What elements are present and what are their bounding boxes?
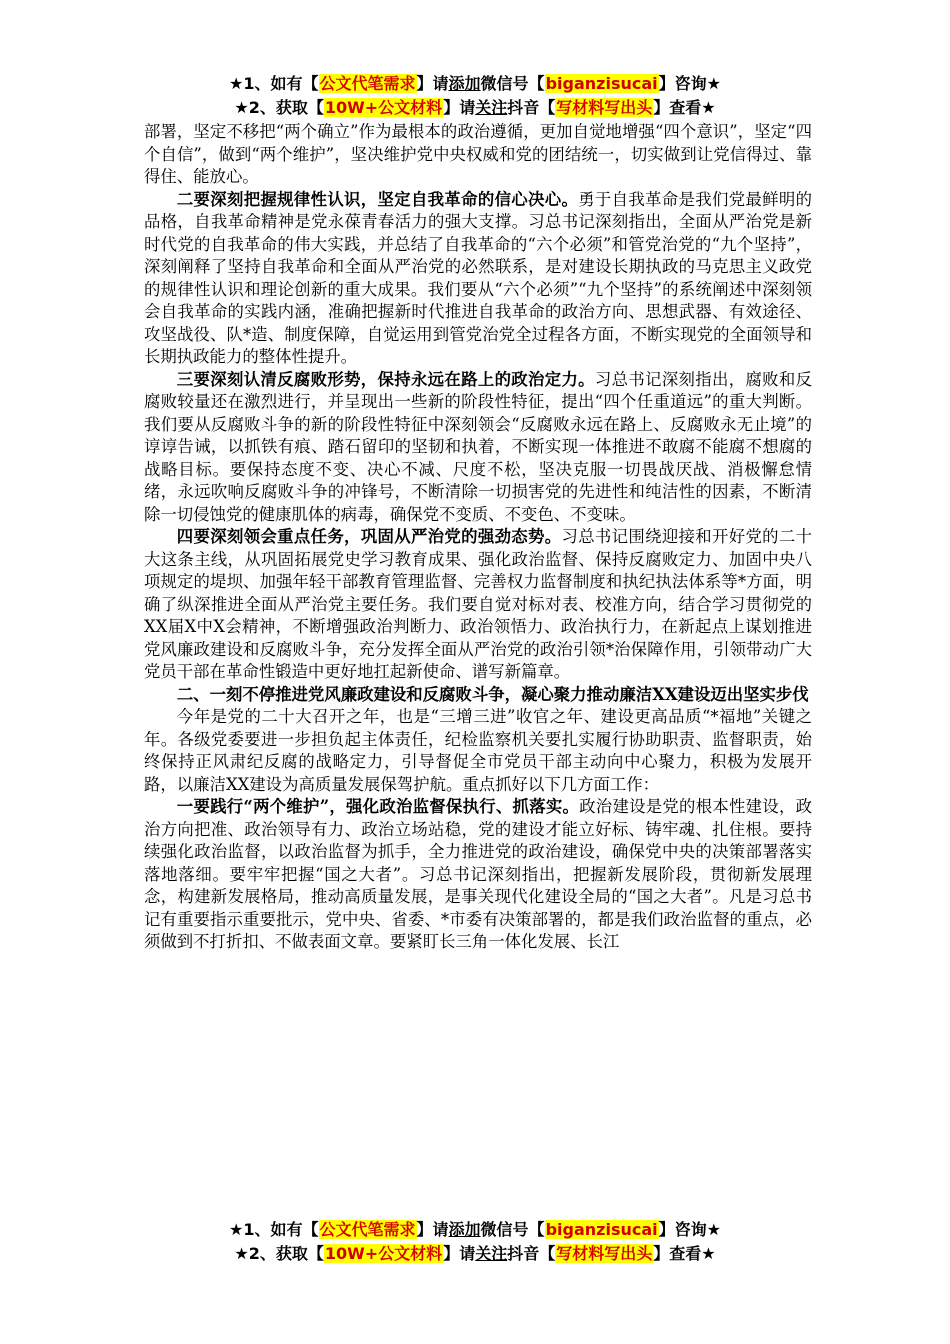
- banner-underline: 关注: [475, 1244, 508, 1263]
- section-heading-text: 二、一刻不停推进党风廉政建设和反腐败斗争，凝心聚力推动廉洁XX建设迈出坚实步伐: [176, 684, 809, 704]
- banner-text: 微信号【: [480, 1220, 545, 1239]
- paragraph-lead: 四要深刻领会重点任务，巩固从严治党的强劲态势。: [176, 527, 562, 546]
- banner-text: 】咨询★: [658, 1220, 721, 1239]
- banner-text: ★1、如有【: [229, 74, 319, 93]
- paragraph-fourth-point: [144, 526, 812, 684]
- paragraph-text: 习总书记深刻指出，腐败和反腐败较量还在激烈进行，并呈现出一些新的阶段性特征，提出“四个任重道远”的重大判断。我们要从反腐败斗争的新的阶段性特征中深刻领会“反腐败永远在路上、反腐败永无止境”的谆谆告诫，以抓铁有痕、踏石留印的坚韧和执着，不断实现一体推进不敢腐不能腐不想腐的战略目标。要保持态度不变、决心不减、尺度不松，坚决克服一切畏战厌战、消极懈怠情绪，永远吹响反腐败斗争的冲锋号，不断清除一切损害党的先进性和纯洁性的因素，不断清除一切侵蚀党的健康肌体的病毒，确保党不变质、不变色、不变味。: [144, 369, 813, 524]
- paragraph-intro: [144, 706, 812, 796]
- banner-line-2: [0, 1242, 950, 1266]
- banner-underline: 添加: [448, 1220, 481, 1239]
- banner-line-2: [0, 96, 950, 120]
- paragraph-lead: 三要深刻认清反腐败形势，保持永远在路上的政治定力。: [176, 369, 595, 389]
- paragraph-text: 政治建设是党的根本性建设，政治方向把准、政治领导有力、政治立场站稳，党的建设才能立好标、铸牢魂、扎住根。要持续强化政治监督，以政治监督为抓手，全力推进党的政治建设，确保党中央的决策部署落实落地落细。要牢牢把握“国之大者”。习总书记深刻指出，把握新发展阶段，贯彻新发展理念，构建新发展格局，推动高质量发展，是事关现代化建设全局的“国之大者”。凡是习总书记有重要指示重要批示，党中央、省委、*市委有决策部署的，都是我们政治监督的重点，必须做到不打折扣、不做表面文章。要紧盯长三角一体化发展、长江: [144, 797, 813, 951]
- banner-text: ★1、如有【: [229, 1220, 319, 1239]
- highlight-materials: 10W+公文材料: [324, 98, 443, 117]
- banner-text: 】咨询★: [658, 74, 721, 93]
- paragraph-continued: [144, 121, 812, 189]
- paragraph-lead: 二要深刻把握规律性认识，坚定自我革命的信心决心。: [176, 189, 579, 209]
- paragraph-text: 勇于自我革命是我们党最鲜明的品格，自我革命精神是党永葆青春活力的强大支撑。习总书记深刻指出，全面从严治党是新时代党的自我革命的伟大实践，并总结了自我革命的“六个必须”和管党治党的“九个坚持”，深刻阐释了坚持自我革命和全面从严治党的必然联系，是对建设长期执政的马克思主义政党的规律性认识和理论创新的重大成果。我们要从“六个必须”“九个坚持”的系统阐述中深刻领会自我革命的实践内涵，准确把握新时代推进自我革命的政治方向、思想武器、有效途径、攻坚战役、队*造、制度保障，自觉运用到管党治党全过程各方面，不断实现党的全面领导和长期执政能力的整体性提升。: [144, 189, 812, 366]
- document-body: [144, 121, 812, 954]
- banner-underline: 添加: [448, 74, 481, 93]
- banner-line-1: [0, 1218, 950, 1242]
- highlight-service: 公文代笔需求: [319, 1220, 416, 1239]
- banner-text: 抖音【: [507, 1244, 556, 1263]
- paragraph-lead: 一要践行“两个维护”，强化政治监督保执行、抓落实。: [176, 797, 580, 816]
- paragraph-text: 习总书记围绕迎接和开好党的二十大这条主线，从巩固拓展党史学习教育成果、强化政治监督、保持反腐败定力、加固中央八项规定的堤坝、加强年轻干部教育管理监督、完善权力监督制度和执纪执法体系等*方面，明确了纵深推进全面从严治党主要任务。我们要自觉对标对表、校准方向，结合学习贯彻党的XX届X中X会精神，不断增强政治判断力、政治领悟力、政治执行力，在新起点上谋划推进党风廉政建设和反腐败斗争，充分发挥全面从严治党的政治引领*治保障作用，引领带动广大党员干部在革命性锻造中更好地扛起新使命、谱写新篇章。: [144, 527, 813, 681]
- section-heading: [144, 684, 812, 707]
- highlight-wechat-id: biganzisucai: [545, 74, 658, 93]
- paragraph-text: 部署，坚定不移把“两个确立”作为最根本的政治遵循，更加自觉地增强“四个意识”，坚定“四个自信”，做到“两个维护”，坚决维护党中央权威和党的团结统一，切实做到让党信得过、靠得住、能放心。: [144, 122, 812, 186]
- paragraph-first-point: [144, 796, 812, 954]
- paragraph-third-point: [144, 369, 812, 527]
- banner-text: 】查看★: [653, 98, 716, 117]
- highlight-douyin-id: 写材料写出头: [556, 1244, 653, 1263]
- banner-text: ★2、获取【: [234, 1244, 324, 1263]
- header-banner: [0, 72, 950, 120]
- paragraph-text: 今年是党的二十大召开之年，也是“三增三进”收官之年、建设更高品质“*福地”关键之年。各级党委要进一步担负起主体责任，纪检监察机关要扎实履行协助职责、监督职责，始终保持正风肃纪反腐的战略定力，引导督促全市党员干部主动向中心聚力，积极为发展开路，以廉洁XX建设为高质量发展保驾护航。重点抓好以下几方面工作：: [144, 707, 812, 794]
- highlight-wechat-id: biganzisucai: [545, 1220, 658, 1239]
- highlight-douyin-id: 写材料写出头: [556, 98, 653, 117]
- banner-text: 微信号【: [480, 74, 545, 93]
- banner-text: 】请: [416, 1220, 449, 1239]
- banner-text: 】请: [416, 74, 449, 93]
- banner-text: 】查看★: [653, 1244, 716, 1263]
- highlight-materials: 10W+公文材料: [324, 1244, 443, 1263]
- banner-text: 】请: [443, 1244, 476, 1263]
- banner-line-1: [0, 72, 950, 96]
- paragraph-second-point: [144, 189, 812, 369]
- footer-banner: [0, 1218, 950, 1266]
- banner-text: 】请: [443, 98, 476, 117]
- banner-text: ★2、获取【: [234, 98, 324, 117]
- banner-text: 抖音【: [507, 98, 556, 117]
- highlight-service: 公文代笔需求: [319, 74, 416, 93]
- banner-underline: 关注: [475, 98, 508, 117]
